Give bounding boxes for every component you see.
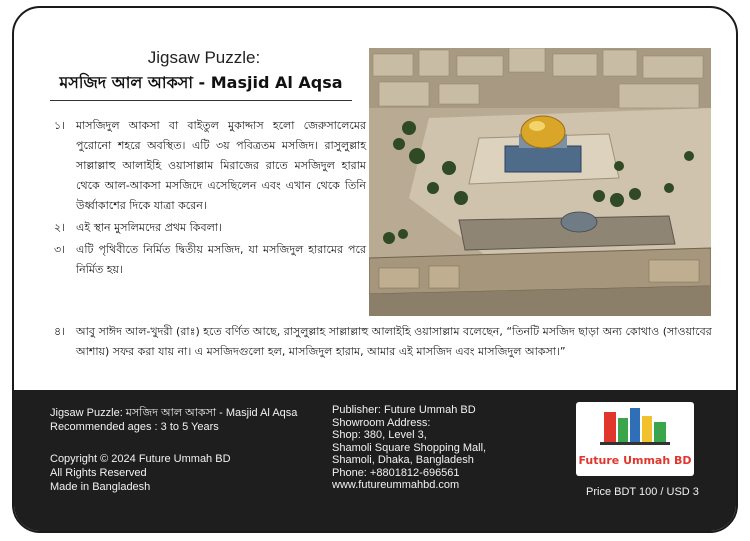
footer-product-info [50,406,297,494]
footer-rights: All Rights Reserved [50,467,147,479]
logo-icon [576,402,694,476]
item-number: ২। [54,221,66,234]
footer-showroom-label: Showroom Address: [332,416,431,429]
description-item-1 [54,116,366,216]
item-text: আবু সাঈদ আল-খুদরী (রাঃ) হতে বর্ণিত আছে, রাসুলুল্লাহ সাল্লাল্লাহু আলাইহি ওয়াসাল্লাম বলেছেন, “তিনটি মসজিদ ছাড়া অন্য কোথাও (সাওয়াবের আশায়) সফর করা যায় না। এ মসজিদগুলো হল, মাসজিদুল হারাম, আমার এই মাসজিদ এবং মাসজিদুল আকসা।” [76,325,712,358]
description-list [54,116,366,282]
item-number: ৪। [54,325,66,338]
footer-publisher: Publisher: Future Ummah BD [332,404,476,416]
footer-made-in: Made in Bangladesh [50,481,151,493]
footer-panel [14,390,738,533]
footer-address-line-1: Shop: 380, Level 3, [332,429,427,441]
footer-product-name: Jigsaw Puzzle: মসজিদ আল আকসা - Masjid Al Aqsa [50,407,298,419]
footer-address-line-2: Shamoli Square Shopping Mall, [332,441,487,454]
title-line-1: Jigsaw Puzzle: [147,48,261,67]
title-divider [50,100,352,101]
item-text: মাসজিদুল আকসা বা বাইতুল মুকাদ্দাস হলো জেরুসালেমের পুরোনো শহরে অবস্থিত। এটি ৩য় পবিত্রতম মসজিদ। রাসুলুল্লাহ সাল্লাল্লাহু আলাইহি ওয়াসাল্লাম মিরাজের রাতে মসজিদুল হারাম থেকে আল-আকসা মসজিদে এসেছিলেন এবং এখান থেকে তিনি উর্ধ্বাকাশের দিকে যাত্রা করেন। [76,119,366,212]
footer-copyright: Copyright © 2024 Future Ummah BD [50,453,231,465]
footer-publisher-info [332,404,486,492]
puzzle-box-back [12,6,738,533]
description-item-4 [54,322,720,362]
description-item-3 [54,240,366,280]
item-text: এই স্থান মুসলিমদের প্রথম কিবলা। [76,221,222,234]
future-ummah-logo [576,402,694,476]
item-text: এটি পৃথিবীতে নির্মিত দ্বিতীয় মসজিদ, যা মসজিদুল হারামের পরে নির্মিত হয়। [76,243,366,276]
footer-address-line-3: Shamoli, Dhaka, Bangladesh [332,454,474,466]
footer-phone: Phone: +8801812-696561 [332,466,460,479]
title-line-2: মসজিদ আল আকসা - Masjid Al Aqsa [59,73,343,92]
item-number: ১। [54,119,66,132]
description-item-2 [54,218,366,238]
price-label: Price BDT 100 / USD 3 [586,486,699,498]
logo-text: Future Ummah BD [578,454,692,467]
footer-website[interactable]: www.futureummahbd.com [332,479,460,491]
al-aqsa-illustration [369,48,711,316]
item-number: ৩। [54,243,66,256]
al-aqsa-photo [369,48,711,316]
footer-ages: Recommended ages : 3 to 5 Years [50,421,219,433]
